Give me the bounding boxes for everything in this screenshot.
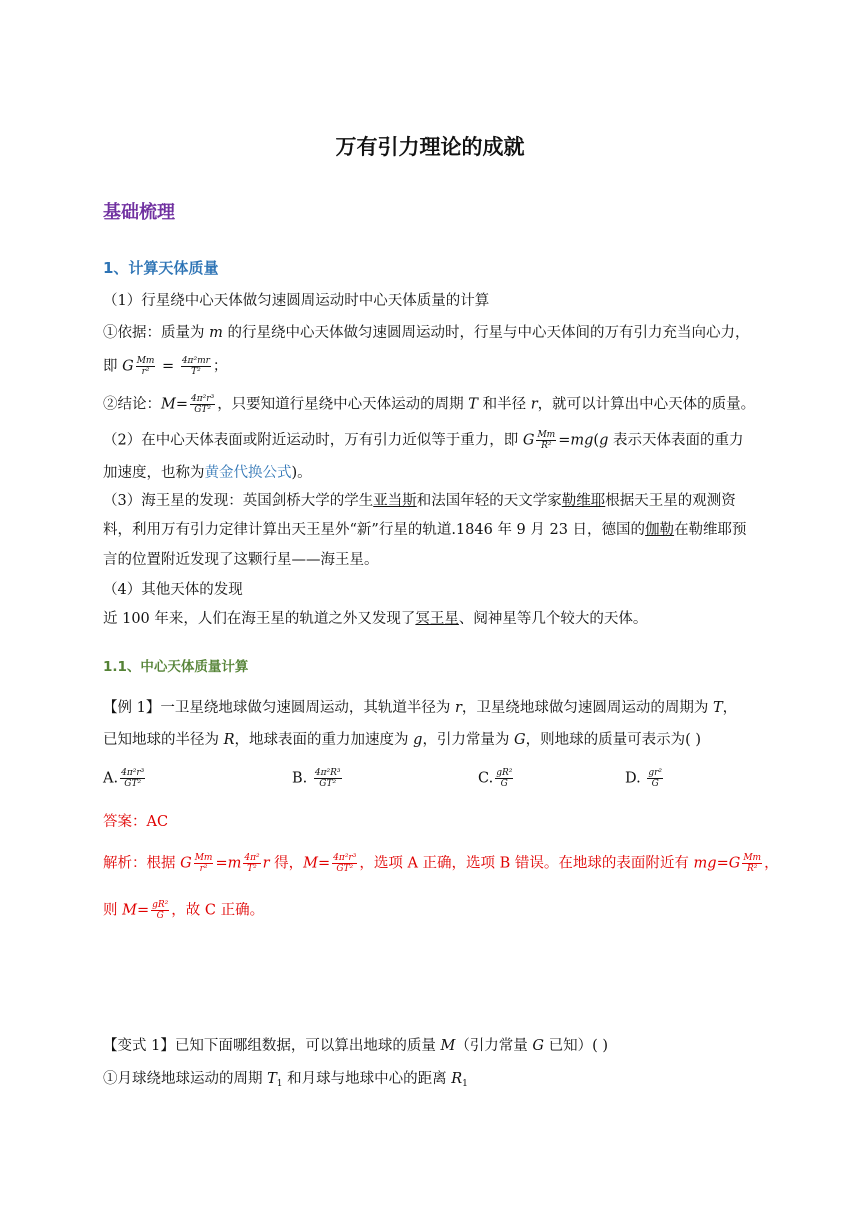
variant-1-line-2: ①月球绕地球运动的周期 $T_1$ 和月球与地球中心的距离 $R_1$: [103, 1071, 468, 1089]
paragraph-4: ②结论：M= $\frac{\text{4π²r³}}{\text{GT²}}$ ，只要知道行星绕中心天体运动的周期 T 和半径 r，就可以计算出中心天体的质量。: [103, 394, 756, 415]
example-1-line-2: 已知地球的半径为 R，地球表面的重力加速度为 g，引力常量为 G，则地球的质量可表示为( ): [103, 732, 702, 748]
formula-fraction: $\frac{\text{4π²r³}}{\text{GT²}}$: [191, 394, 215, 415]
paragraph-2: ①依据：质量为 m 的行星绕中心天体做匀速圆周运动时，行星与中心天体间的万有引力充当向心力，: [103, 325, 750, 341]
formula-fraction: $\frac{Mm}{\text{r²}}$: [136, 356, 155, 377]
paragraph-10: （4）其他天体的发现: [103, 582, 243, 598]
paragraph-6: 加速度，也称为黄金代换公式)。: [103, 465, 312, 481]
paragraph-7: （3）海王星的发现：英国剑桥大学的学生亚当斯和法国年轻的天文学家勒维耶根据天王星的观测资: [103, 493, 736, 509]
analysis-line-2: 则 M= $\frac{\text{gR²}}{G}$ ，故 C 正确。: [103, 900, 265, 921]
paragraph-5: （2）在中心天体表面或附近运动时，万有引力近似等于重力，即 G $\frac{Mm}{\text{R²}}$ =mg(g 表示天体表面的重力: [103, 430, 744, 451]
paragraph-1: （1）行星绕中心天体做匀速圆周运动时中心天体质量的计算: [103, 293, 490, 309]
paragraph-11: 近 100 年来，人们在海王星的轨道之外又发现了冥王星、阋神星等几个较大的天体。: [103, 611, 648, 627]
answer-text: 答案：AC: [103, 814, 169, 830]
golden-substitution-term: 黄金代换公式: [204, 465, 292, 481]
heading-calc-mass: 1、计算天体质量: [103, 259, 219, 277]
option-a: A. $\frac{\text{4π²r³}}{\text{GT²}}$: [103, 768, 145, 789]
paragraph-9: 言的位置附近发现了这颗行星——海王星。: [103, 552, 379, 568]
formula-fraction: $\frac{Mm}{\text{R²}}$: [537, 430, 556, 451]
formula-fraction: $\frac{\text{4π²mr}}{\text{T²}}$: [181, 356, 210, 377]
analysis-line-1: 解析：根据 G $\frac{Mm}{\text{r²}}$ =m $\frac{\text{4π²}}{\text{T²}}$ r 得，M= $\frac{\text{4π²r³}}{\text{GT²}}$ ，选项 A 正确，选项 B 错误。在地球的表面附近有 mg=G $\frac{Mm}{\text{R²}}$ ，: [103, 853, 779, 874]
paragraph-3: 即 G $\frac{Mm}{\text{r²}}$ = $\frac{\text{4π²mr}}{\text{T²}}$ ；: [103, 356, 228, 377]
example-1-line-1: 【例 1】一卫星绕地球做匀速圆周运动，其轨道半径为 r，卫星绕地球做匀速圆周运动的周期为 T，: [103, 700, 738, 716]
paragraph-8: 料，利用万有引力定律计算出天王星外“新”行星的轨道.1846 年 9 月 23 日，德国的伽勒在勒维耶预: [103, 522, 747, 538]
page-title: 万有引力理论的成就: [335, 135, 525, 159]
option-c: C. $\frac{\text{gR²}}{G}$: [478, 768, 513, 789]
variant-1-line-1: 【变式 1】已知下面哪组数据，可以算出地球的质量 M（引力常量 G 已知）( ): [103, 1038, 609, 1054]
option-d: D. $\frac{\text{gr²}}{G}$: [625, 768, 662, 789]
option-b: B. $\frac{\text{4π²R³}}{\text{GT²}}$: [292, 768, 341, 789]
section-heading: 基础梳理: [103, 202, 175, 223]
heading-central-mass: 1.1、中心天体质量计算: [103, 659, 249, 675]
